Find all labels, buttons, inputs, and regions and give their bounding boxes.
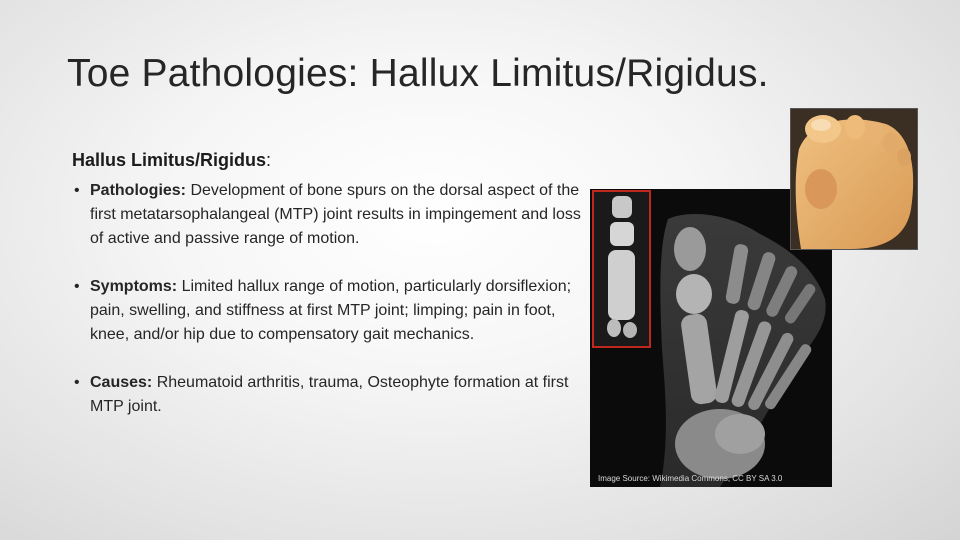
bullet-list (72, 179, 584, 419)
xray-inset-image (592, 190, 651, 348)
subheading-suffix: : (266, 150, 272, 170)
subheading-term: Hallus Limitus/Rigidus (72, 150, 267, 170)
foot-photo-drawing (791, 109, 917, 249)
bullet-causes (72, 371, 584, 419)
bullet-term: Pathologies: (90, 182, 187, 199)
bullet-symptoms (72, 275, 584, 347)
bullet-text: Development of bone spurs on the dorsal aspect of the first metatarsophalangeal (MTP) joint results in impingement and loss of active and passive range of motion. (90, 182, 581, 247)
bullet-text: Rheumatoid arthritis, trauma, Osteophyte formation at first MTP joint. (90, 374, 569, 415)
bullet-term: Symptoms: (90, 278, 178, 295)
xray-inset-drawing (594, 192, 649, 346)
slide-content (72, 150, 584, 443)
bullet-term: Causes: (90, 374, 153, 391)
slide-title: Toe Pathologies: Hallux Limitus/Rigidus. (67, 52, 769, 95)
bullet-pathologies (72, 179, 584, 251)
foot-photo-image (790, 108, 918, 250)
subheading (72, 150, 584, 171)
bullet-text: Limited hallux range of motion, particularly dorsiflexion; pain, swelling, and stiffness at first MTP joint; limping; pain in foot, knee, and/or hip due to compensatory gait mechanics. (90, 278, 572, 343)
image-credit: Image Source: Wikimedia Commons, CC BY SA 3.0 (598, 474, 783, 483)
